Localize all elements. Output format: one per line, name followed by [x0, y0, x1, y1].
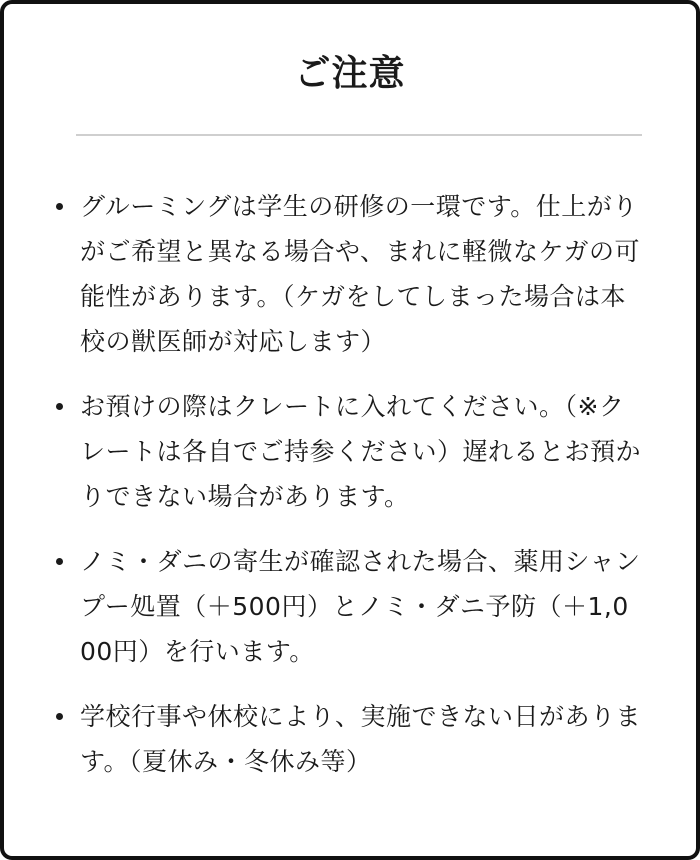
notice-item — [4, 539, 700, 674]
notice-item-text: 学校行事や休校により、実施できない日があります。（夏休み・冬休み等） — [80, 702, 642, 776]
notice-title: ご注意 — [294, 53, 406, 94]
bullet-icon — [56, 403, 63, 410]
notice-item-text: お預けの際はクレートに入れてください。（※クレートは各自でご持参ください）遅れるとお預かりできない場合があります。 — [80, 392, 642, 511]
notice-list — [4, 184, 700, 804]
notice-item-text: ノミ・ダニの寄生が確認された場合、薬用シャンプー処置（＋500円）とノミ・ダニ予防（＋1,000円）を行います。 — [80, 547, 641, 666]
title-divider — [76, 134, 642, 136]
notice-item — [4, 694, 700, 784]
notice-item-text: グルーミングは学生の研修の一環です。仕上がりがご希望と異なる場合や、まれに軽微なケガの可能性があります。（ケガをしてしまった場合は本校の獣医師が対応します） — [80, 192, 641, 356]
bullet-icon — [56, 713, 63, 720]
notice-item — [4, 384, 700, 519]
bullet-icon — [56, 558, 63, 565]
notice-item — [4, 184, 700, 364]
bullet-icon — [56, 203, 63, 210]
